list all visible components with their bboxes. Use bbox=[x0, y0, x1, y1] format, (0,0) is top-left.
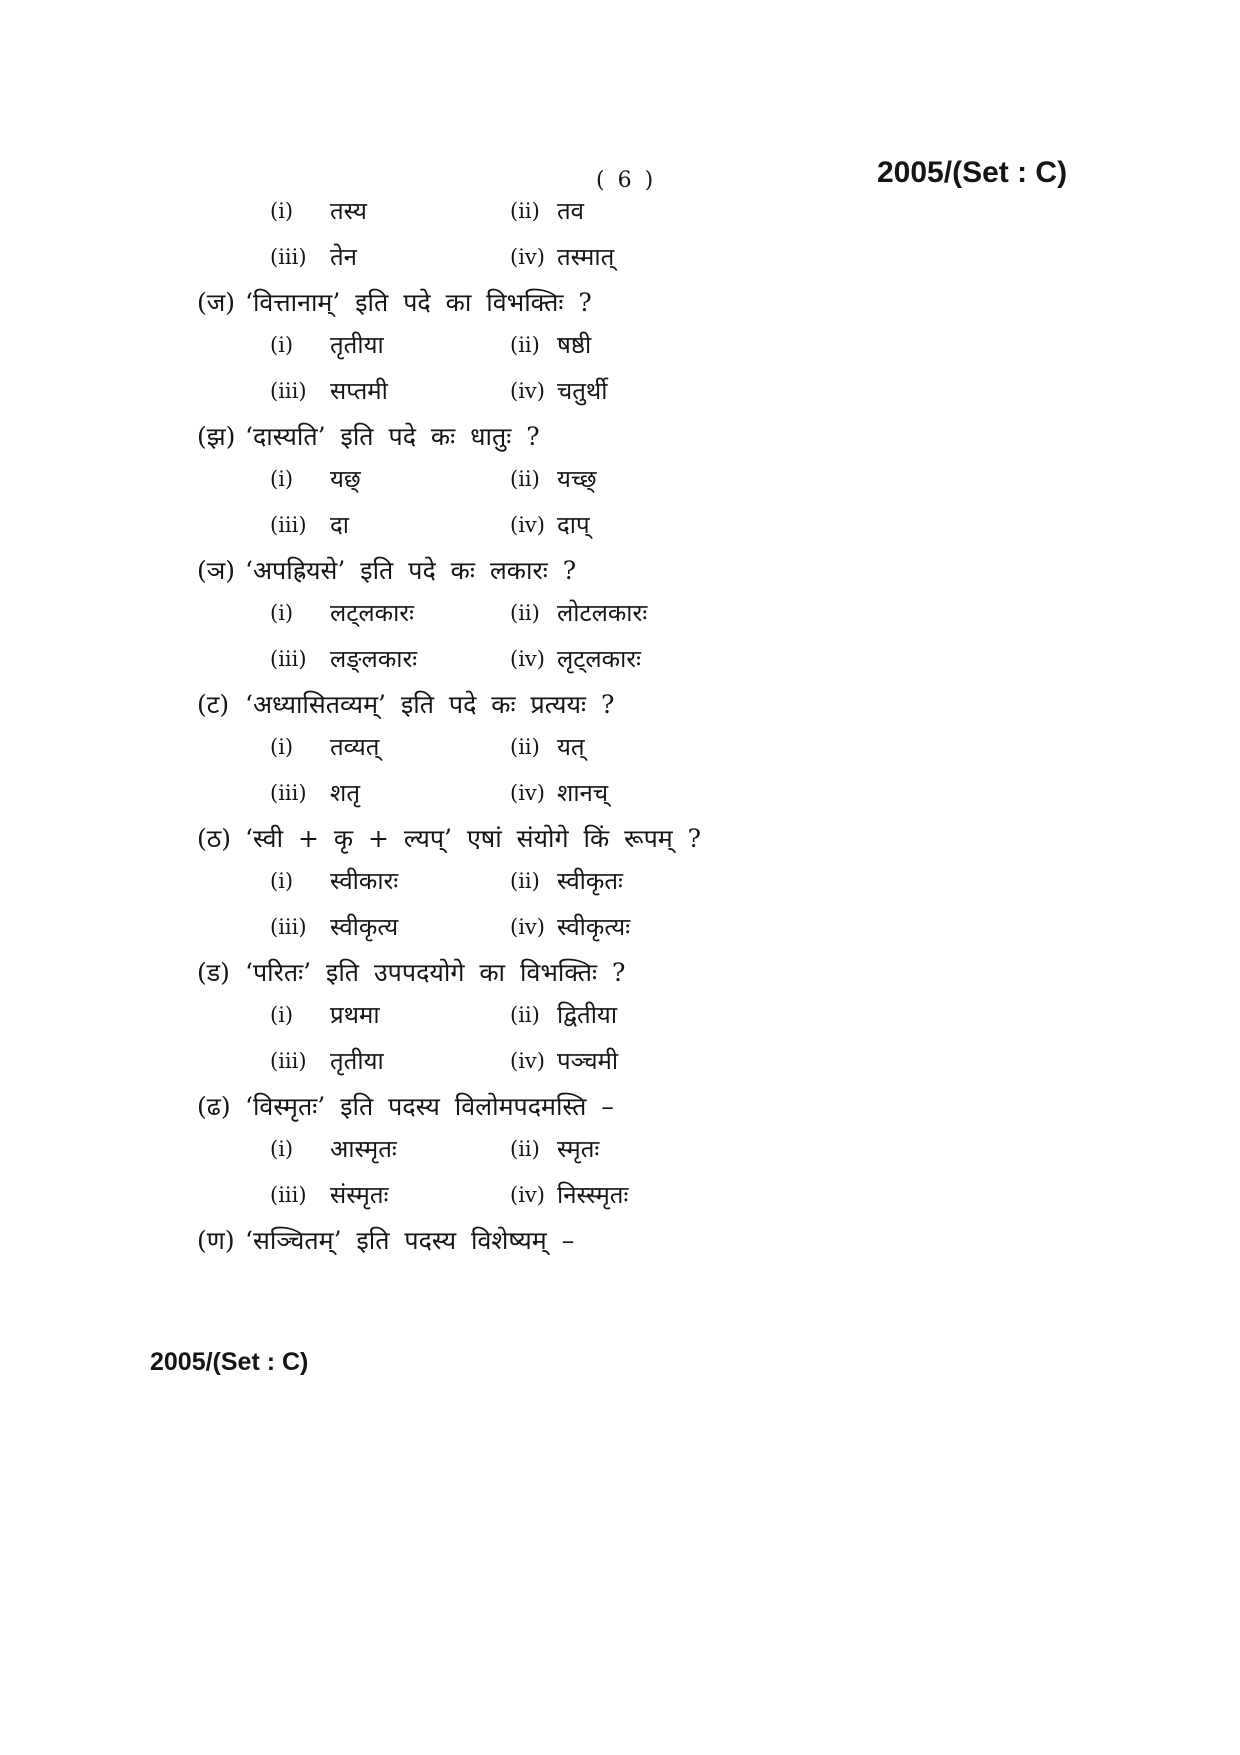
question-options bbox=[197, 1132, 1037, 1212]
option bbox=[270, 1044, 510, 1078]
option bbox=[270, 240, 510, 274]
option-text: पञ्चमी bbox=[557, 1047, 619, 1075]
option bbox=[510, 864, 623, 898]
question-text: ‘अध्यासितव्यम्’ इति पदे कः प्रत्ययः ? bbox=[245, 690, 615, 719]
question-line bbox=[197, 956, 1037, 990]
option-row bbox=[270, 374, 1037, 408]
option-text: शतृ bbox=[330, 779, 360, 807]
option-text: स्मृतः bbox=[557, 1135, 600, 1163]
option-text: स्वीकृतः bbox=[557, 867, 623, 895]
option-text: लृट्लकारः bbox=[557, 645, 641, 673]
option-text: तृतीया bbox=[330, 1047, 384, 1075]
question-line bbox=[197, 420, 1037, 454]
option bbox=[510, 1044, 618, 1078]
option-text: दाप् bbox=[557, 511, 590, 539]
option-numeral: (iii) bbox=[270, 647, 307, 671]
option bbox=[270, 596, 510, 630]
option-text: तेन bbox=[330, 243, 357, 271]
option-numeral: (iii) bbox=[270, 781, 307, 805]
option-row bbox=[270, 508, 1037, 542]
option-row bbox=[270, 462, 1037, 496]
option-row bbox=[270, 1044, 1037, 1078]
question-text: ‘अपह्रियसे’ इति पदे कः लकारः ? bbox=[245, 556, 577, 585]
option bbox=[510, 1132, 599, 1166]
option-row bbox=[270, 1132, 1037, 1166]
option-text: यत् bbox=[557, 733, 585, 761]
option bbox=[510, 328, 591, 362]
question-block bbox=[197, 554, 1037, 676]
question-options bbox=[197, 596, 1037, 676]
option-numeral: (iv) bbox=[510, 1049, 545, 1073]
option-numeral: (iii) bbox=[270, 245, 307, 269]
footer-set-code: 2005/(Set : C) bbox=[150, 1348, 309, 1376]
option-numeral: (i) bbox=[270, 467, 294, 491]
option bbox=[510, 1178, 628, 1212]
question-line bbox=[197, 554, 1037, 588]
question-text: ‘विस्मृतः’ इति पदस्य विलोमपदमस्ति – bbox=[245, 1092, 614, 1121]
question-line bbox=[197, 1224, 1037, 1258]
option-text: प्रथमा bbox=[330, 1001, 380, 1029]
option-row bbox=[270, 864, 1037, 898]
option bbox=[270, 462, 510, 496]
option-text: लङ्लकारः bbox=[330, 645, 418, 673]
option-text: यछ् bbox=[330, 465, 361, 493]
option-row bbox=[270, 998, 1037, 1032]
question-line bbox=[197, 1090, 1037, 1124]
option-numeral: (i) bbox=[270, 601, 294, 625]
option-numeral: (iv) bbox=[510, 245, 545, 269]
option-text: तव्यत् bbox=[330, 733, 380, 761]
option bbox=[510, 998, 617, 1032]
option-numeral: (i) bbox=[270, 1137, 294, 1161]
option-text: संस्मृतः bbox=[330, 1181, 389, 1209]
question-label: (ट) bbox=[197, 690, 230, 719]
option bbox=[510, 374, 607, 408]
option-text: दा bbox=[330, 511, 349, 539]
option-numeral: (ii) bbox=[510, 467, 540, 491]
option bbox=[510, 776, 608, 810]
question-text: ‘सञ्चितम्’ इति पदस्य विशेष्यम् – bbox=[245, 1226, 575, 1255]
continued-options bbox=[197, 194, 1037, 274]
option-numeral: (ii) bbox=[510, 333, 540, 357]
option-numeral: (ii) bbox=[510, 601, 540, 625]
option-text: शानच् bbox=[557, 779, 609, 807]
question-line bbox=[197, 688, 1037, 722]
question-label: (ण) bbox=[197, 1226, 235, 1255]
option-row bbox=[270, 1178, 1037, 1212]
question-block bbox=[197, 420, 1037, 542]
option-numeral: (iii) bbox=[270, 513, 307, 537]
option-text: तृतीया bbox=[330, 331, 384, 359]
option-numeral: (iv) bbox=[510, 1183, 545, 1207]
option-text: स्वीकृत्यः bbox=[557, 913, 631, 941]
question-options bbox=[197, 998, 1037, 1078]
question-block bbox=[197, 688, 1037, 810]
option-row bbox=[270, 642, 1037, 676]
question-line bbox=[197, 822, 1037, 856]
option-text: आस्मृतः bbox=[330, 1135, 397, 1163]
option-row bbox=[270, 596, 1037, 630]
option-text: लट्लकारः bbox=[330, 599, 414, 627]
option bbox=[510, 462, 597, 496]
option-row bbox=[270, 730, 1037, 764]
question-text: ‘दास्यति’ इति पदे कः धातुः ? bbox=[245, 422, 540, 451]
option-text: लोटलकारः bbox=[557, 599, 648, 627]
option-numeral: (ii) bbox=[510, 735, 540, 759]
option bbox=[270, 508, 510, 542]
header-set-code: 2005/(Set : C) bbox=[877, 156, 1068, 189]
question-label: (ढ) bbox=[197, 1092, 231, 1121]
option-numeral: (iv) bbox=[510, 647, 545, 671]
option bbox=[270, 864, 510, 898]
option-numeral: (i) bbox=[270, 1003, 294, 1027]
option bbox=[270, 998, 510, 1032]
option-text: स्वीकृत्य bbox=[330, 913, 399, 941]
question-label: (ञ) bbox=[197, 556, 236, 585]
option bbox=[510, 730, 585, 764]
option bbox=[510, 240, 614, 274]
option-text: द्वितीया bbox=[557, 1001, 618, 1029]
question-label: (झ) bbox=[197, 422, 236, 451]
option-text: निस्स्मृतः bbox=[557, 1181, 629, 1209]
option bbox=[270, 1178, 510, 1212]
option bbox=[270, 328, 510, 362]
page-number: ( 6 ) bbox=[596, 168, 657, 193]
option-numeral: (i) bbox=[270, 869, 294, 893]
option-text: षष्ठी bbox=[557, 331, 592, 359]
question-block bbox=[197, 1224, 1037, 1258]
question-options bbox=[197, 730, 1037, 810]
option-numeral: (iii) bbox=[270, 1183, 307, 1207]
option-numeral: (i) bbox=[270, 735, 294, 759]
option-numeral: (ii) bbox=[510, 869, 540, 893]
option-numeral: (ii) bbox=[510, 1003, 540, 1027]
question-text: ‘परितः’ इति उपपदयोगे का विभक्तिः ? bbox=[245, 958, 626, 987]
option bbox=[270, 194, 510, 228]
question-block bbox=[197, 286, 1037, 408]
option-row bbox=[270, 240, 1037, 274]
question-line bbox=[197, 286, 1037, 320]
option bbox=[270, 730, 510, 764]
option-numeral: (ii) bbox=[510, 1137, 540, 1161]
option-row bbox=[270, 328, 1037, 362]
option-numeral: (iv) bbox=[510, 781, 545, 805]
question-label: (ज) bbox=[197, 288, 236, 317]
question-options bbox=[197, 328, 1037, 408]
question-label: (ठ) bbox=[197, 824, 232, 853]
content-column bbox=[197, 194, 1037, 1266]
question-text: ‘स्वी + कृ + ल्यप्’ एषां संयोगे किं रूपम् ? bbox=[245, 824, 702, 853]
option-text: यच्छ् bbox=[557, 465, 597, 493]
option-numeral: (i) bbox=[270, 333, 294, 357]
option bbox=[270, 374, 510, 408]
question-block bbox=[197, 956, 1037, 1078]
option-text: तस्मात् bbox=[557, 243, 615, 271]
option-numeral: (ii) bbox=[510, 199, 540, 223]
option-numeral: (iv) bbox=[510, 513, 545, 537]
option bbox=[510, 194, 584, 228]
option-row bbox=[270, 776, 1037, 810]
option-numeral: (iii) bbox=[270, 1049, 307, 1073]
option bbox=[510, 910, 630, 944]
option-text: चतुर्थी bbox=[557, 377, 608, 405]
option-numeral: (iii) bbox=[270, 379, 307, 403]
option bbox=[510, 642, 641, 676]
option-numeral: (iii) bbox=[270, 915, 307, 939]
option bbox=[510, 596, 647, 630]
option bbox=[270, 776, 510, 810]
question-options bbox=[197, 462, 1037, 542]
option bbox=[270, 642, 510, 676]
option-numeral: (iv) bbox=[510, 379, 545, 403]
question-text: ‘वित्तानाम्’ इति पदे का विभक्तिः ? bbox=[245, 288, 592, 317]
question-block bbox=[197, 1090, 1037, 1212]
option-text: तस्य bbox=[330, 197, 367, 225]
option-text: स्वीकारः bbox=[330, 867, 399, 895]
option bbox=[270, 910, 510, 944]
option-numeral: (iv) bbox=[510, 915, 545, 939]
questions-list bbox=[197, 286, 1037, 1258]
option-text: सप्तमी bbox=[330, 377, 388, 405]
option-row bbox=[270, 194, 1037, 228]
option bbox=[270, 1132, 510, 1166]
option bbox=[510, 508, 590, 542]
option-text: तव bbox=[557, 197, 585, 225]
question-label: (ड) bbox=[197, 958, 230, 987]
question-block bbox=[197, 822, 1037, 944]
question-options bbox=[197, 864, 1037, 944]
option-row bbox=[270, 910, 1037, 944]
option-numeral: (i) bbox=[270, 199, 294, 223]
